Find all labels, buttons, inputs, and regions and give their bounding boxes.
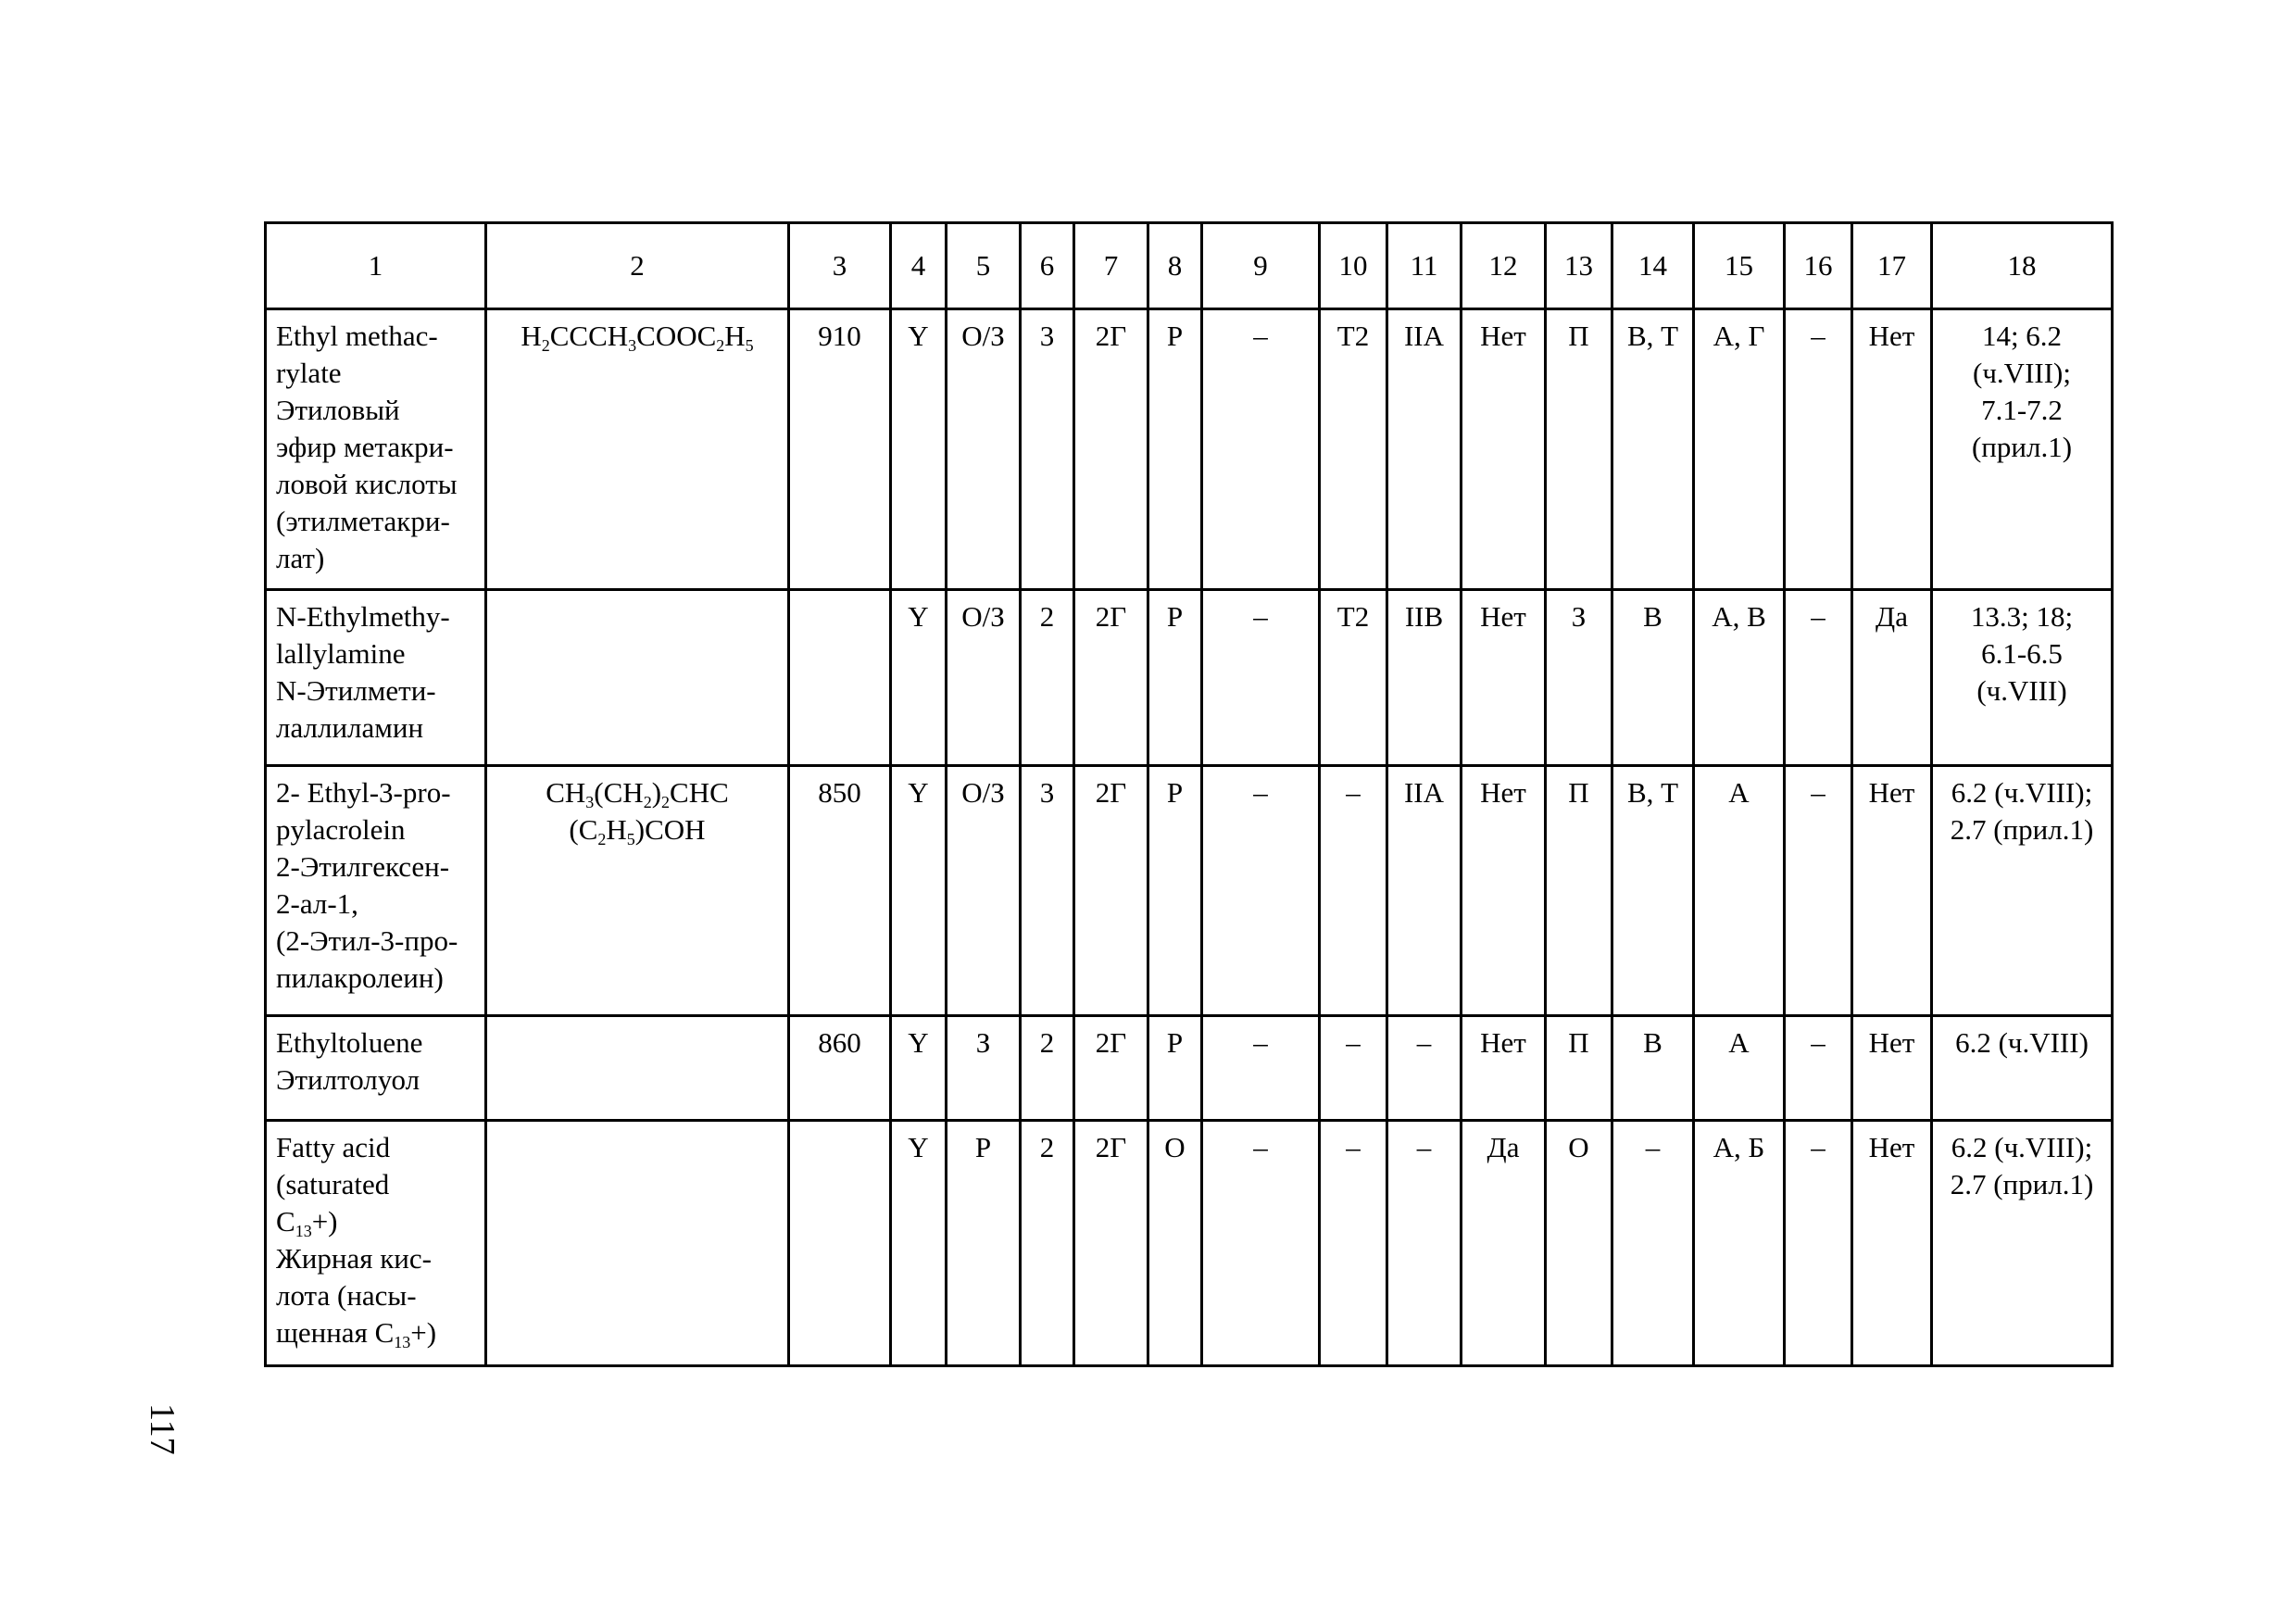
cell-line: 6.2 (ч.VIII);	[1951, 1131, 2093, 1163]
cell-line	[276, 1203, 475, 1240]
column-header-3: 3	[789, 223, 891, 309]
cell-c15: А, Б	[1694, 1121, 1785, 1366]
cell-c4: Y	[891, 309, 947, 590]
cell-line	[496, 811, 778, 848]
cell-c13: О	[1546, 1121, 1612, 1366]
cell-c12: Нет	[1462, 1016, 1546, 1121]
text-part: )COH	[634, 813, 706, 846]
column-header-1: 1	[266, 223, 486, 309]
cell-c11: IIA	[1387, 766, 1462, 1016]
cell-line: Этилтолуол	[276, 1063, 420, 1096]
substance-name	[266, 1016, 486, 1121]
subscript: 5	[745, 336, 754, 355]
cell-c14: В	[1612, 1016, 1694, 1121]
cell-c16: –	[1785, 309, 1852, 590]
subscript: 2	[716, 336, 725, 355]
cell-c6: 2	[1021, 1016, 1074, 1121]
cell-c8: Р	[1148, 590, 1202, 766]
cell-c18	[1932, 1121, 2113, 1366]
cell-c3: 860	[789, 1016, 891, 1121]
cell-line: Жирная кис-	[276, 1242, 432, 1275]
column-header-2: 2	[486, 223, 789, 309]
cell-c6: 2	[1021, 590, 1074, 766]
cell-line: 7.1-7.2	[1981, 394, 2063, 426]
substance-name	[266, 766, 486, 1016]
cell-c9: –	[1202, 1016, 1320, 1121]
cell-c17: Нет	[1852, 1121, 1932, 1366]
cell-c11: IIB	[1387, 590, 1462, 766]
column-header-6: 6	[1021, 223, 1074, 309]
cell-c9: –	[1202, 1121, 1320, 1366]
text-part: +)	[311, 1205, 338, 1238]
column-header-12: 12	[1462, 223, 1546, 309]
formula	[486, 309, 789, 590]
cell-c13: П	[1546, 766, 1612, 1016]
substances-table	[264, 221, 2114, 1367]
cell-c10: Т2	[1320, 309, 1387, 590]
cell-c15: А, Г	[1694, 309, 1785, 590]
cell-c3: 910	[789, 309, 891, 590]
subscript: 2	[597, 830, 607, 848]
column-header-15: 15	[1694, 223, 1785, 309]
cell-c13: З	[1546, 590, 1612, 766]
cell-line: Fatty acid	[276, 1131, 391, 1163]
cell-c17: Нет	[1852, 1016, 1932, 1121]
cell-line: (прил.1)	[1971, 431, 2073, 463]
formula	[486, 766, 789, 1016]
cell-c5: О/З	[947, 309, 1021, 590]
cell-line: rylate	[276, 357, 342, 389]
cell-c4: Y	[891, 1121, 947, 1366]
formula	[486, 1121, 789, 1366]
cell-c14: В	[1612, 590, 1694, 766]
cell-line: ловой кислоты	[276, 468, 458, 500]
column-header-14: 14	[1612, 223, 1694, 309]
cell-line: N-Ethylmethy-	[276, 600, 450, 633]
cell-c5: З	[947, 1016, 1021, 1121]
cell-line: lallylamine	[276, 637, 406, 670]
cell-c4: Y	[891, 766, 947, 1016]
text-part: (C	[569, 813, 598, 846]
cell-c9: –	[1202, 309, 1320, 590]
cell-line	[276, 1314, 475, 1351]
cell-line	[496, 774, 778, 811]
cell-line: лат)	[276, 542, 325, 574]
formula	[486, 590, 789, 766]
cell-line: 6.1-6.5	[1981, 637, 2063, 670]
cell-c13: П	[1546, 1016, 1612, 1121]
cell-line: Ethyl methac-	[276, 320, 438, 352]
text-part: COOC	[636, 320, 717, 352]
text-part: CHC	[670, 776, 729, 809]
cell-line: 2-Этилгексен-	[276, 850, 450, 883]
cell-line: (saturated	[276, 1168, 390, 1200]
text-part: +)	[410, 1316, 437, 1349]
cell-c14: –	[1612, 1121, 1694, 1366]
cell-c17: Да	[1852, 590, 1932, 766]
cell-c9: –	[1202, 590, 1320, 766]
text-part: CCCH	[549, 320, 629, 352]
cell-line: 14; 6.2	[1981, 320, 2063, 352]
cell-c12: Нет	[1462, 590, 1546, 766]
cell-c12: Нет	[1462, 766, 1546, 1016]
cell-c7: 2Г	[1074, 590, 1148, 766]
header-row	[266, 223, 2113, 309]
cell-line: 6.2 (ч.VIII)	[1955, 1026, 2089, 1059]
cell-c14: В, Т	[1612, 766, 1694, 1016]
cell-c7: 2Г	[1074, 1016, 1148, 1121]
cell-c6: 2	[1021, 1121, 1074, 1366]
cell-c16: –	[1785, 1121, 1852, 1366]
subscript: 13	[394, 1333, 411, 1351]
text-part: C	[276, 1205, 295, 1238]
cell-c8: Р	[1148, 1016, 1202, 1121]
cell-c12: Нет	[1462, 309, 1546, 590]
text-part: H	[606, 813, 627, 846]
cell-c9: –	[1202, 766, 1320, 1016]
cell-c10: –	[1320, 1016, 1387, 1121]
cell-c10: –	[1320, 1121, 1387, 1366]
cell-c18	[1932, 766, 2113, 1016]
cell-c15: А, В	[1694, 590, 1785, 766]
cell-c8: Р	[1148, 766, 1202, 1016]
cell-c16: –	[1785, 590, 1852, 766]
cell-line: (2-Этил-3-про-	[276, 924, 458, 957]
cell-c5: О/З	[947, 590, 1021, 766]
cell-line: Ethyltoluene	[276, 1026, 423, 1059]
cell-c18	[1932, 309, 2113, 590]
column-header-11: 11	[1387, 223, 1462, 309]
text-part: щенная C	[276, 1316, 395, 1349]
cell-line: 6.2 (ч.VIII);	[1951, 776, 2093, 809]
subscript: 2	[661, 793, 671, 811]
cell-c18	[1932, 1016, 2113, 1121]
cell-line: 13.3; 18;	[1970, 600, 2074, 633]
text-part: CH	[546, 776, 586, 809]
cell-c5: Р	[947, 1121, 1021, 1366]
cell-line: 2-ал-1,	[276, 887, 358, 920]
subscript: 3	[628, 336, 637, 355]
column-header-5: 5	[947, 223, 1021, 309]
cell-line: пилакролеин)	[276, 961, 444, 994]
cell-c15: А	[1694, 1016, 1785, 1121]
cell-c14: В, Т	[1612, 309, 1694, 590]
column-header-4: 4	[891, 223, 947, 309]
formula	[486, 1016, 789, 1121]
column-header-17: 17	[1852, 223, 1932, 309]
cell-line: (этилметакри-	[276, 505, 450, 537]
cell-c16: –	[1785, 766, 1852, 1016]
cell-c11: –	[1387, 1016, 1462, 1121]
substance-name	[266, 309, 486, 590]
cell-line: лаллиламин	[276, 711, 424, 744]
subscript: 5	[626, 830, 635, 848]
cell-c10: Т2	[1320, 590, 1387, 766]
cell-c3: 850	[789, 766, 891, 1016]
text-part: H	[521, 320, 542, 352]
subscript: 2	[541, 336, 550, 355]
cell-c15: А	[1694, 766, 1785, 1016]
cell-line: 2.7 (прил.1)	[1950, 1168, 2094, 1200]
column-header-10: 10	[1320, 223, 1387, 309]
cell-c6: 3	[1021, 766, 1074, 1016]
subscript: 2	[643, 793, 652, 811]
cell-line: лота (насы-	[276, 1279, 417, 1312]
subscript: 3	[585, 793, 595, 811]
table-row	[266, 766, 2113, 1016]
text-part: (CH	[594, 776, 644, 809]
cell-line: 2.7 (прил.1)	[1950, 813, 2094, 846]
subscript: 13	[295, 1222, 312, 1240]
cell-line: Этиловый	[276, 394, 400, 426]
column-header-7: 7	[1074, 223, 1148, 309]
cell-c10: –	[1320, 766, 1387, 1016]
cell-c8: О	[1148, 1121, 1202, 1366]
cell-line: N-Этилмети-	[276, 674, 436, 707]
column-header-16: 16	[1785, 223, 1852, 309]
cell-c7: 2Г	[1074, 766, 1148, 1016]
cell-c11: –	[1387, 1121, 1462, 1366]
cell-line: 2- Ethyl-3-pro-	[276, 776, 451, 809]
column-header-9: 9	[1202, 223, 1320, 309]
cell-c8: Р	[1148, 309, 1202, 590]
cell-c17: Нет	[1852, 766, 1932, 1016]
cell-c12: Да	[1462, 1121, 1546, 1366]
table-row	[266, 590, 2113, 766]
cell-c4: Y	[891, 590, 947, 766]
cell-c16: –	[1785, 1016, 1852, 1121]
cell-c4: Y	[891, 1016, 947, 1121]
table-row	[266, 309, 2113, 590]
cell-c7: 2Г	[1074, 1121, 1148, 1366]
cell-c5: О/З	[947, 766, 1021, 1016]
substance-name	[266, 590, 486, 766]
cell-line: (ч.VIII);	[1973, 357, 2071, 389]
cell-c11: IIA	[1387, 309, 1462, 590]
table-row	[266, 1121, 2113, 1366]
cell-line: эфир метакри-	[276, 431, 454, 463]
cell-c3	[789, 1121, 891, 1366]
cell-c6: 3	[1021, 309, 1074, 590]
cell-line: pylacrolein	[276, 813, 406, 846]
cell-c17: Нет	[1852, 309, 1932, 590]
cell-line	[496, 318, 778, 355]
cell-c3	[789, 590, 891, 766]
cell-c7: 2Г	[1074, 309, 1148, 590]
cell-c13: П	[1546, 309, 1612, 590]
cell-c18	[1932, 590, 2113, 766]
column-header-8: 8	[1148, 223, 1202, 309]
text-part: )	[651, 776, 662, 809]
column-header-13: 13	[1546, 223, 1612, 309]
column-header-18: 18	[1932, 223, 2113, 309]
cell-line: (ч.VIII)	[1976, 674, 2067, 707]
table-row	[266, 1016, 2113, 1121]
text-part: H	[724, 320, 746, 352]
substance-name	[266, 1121, 486, 1366]
page-number: 117	[143, 1403, 182, 1455]
